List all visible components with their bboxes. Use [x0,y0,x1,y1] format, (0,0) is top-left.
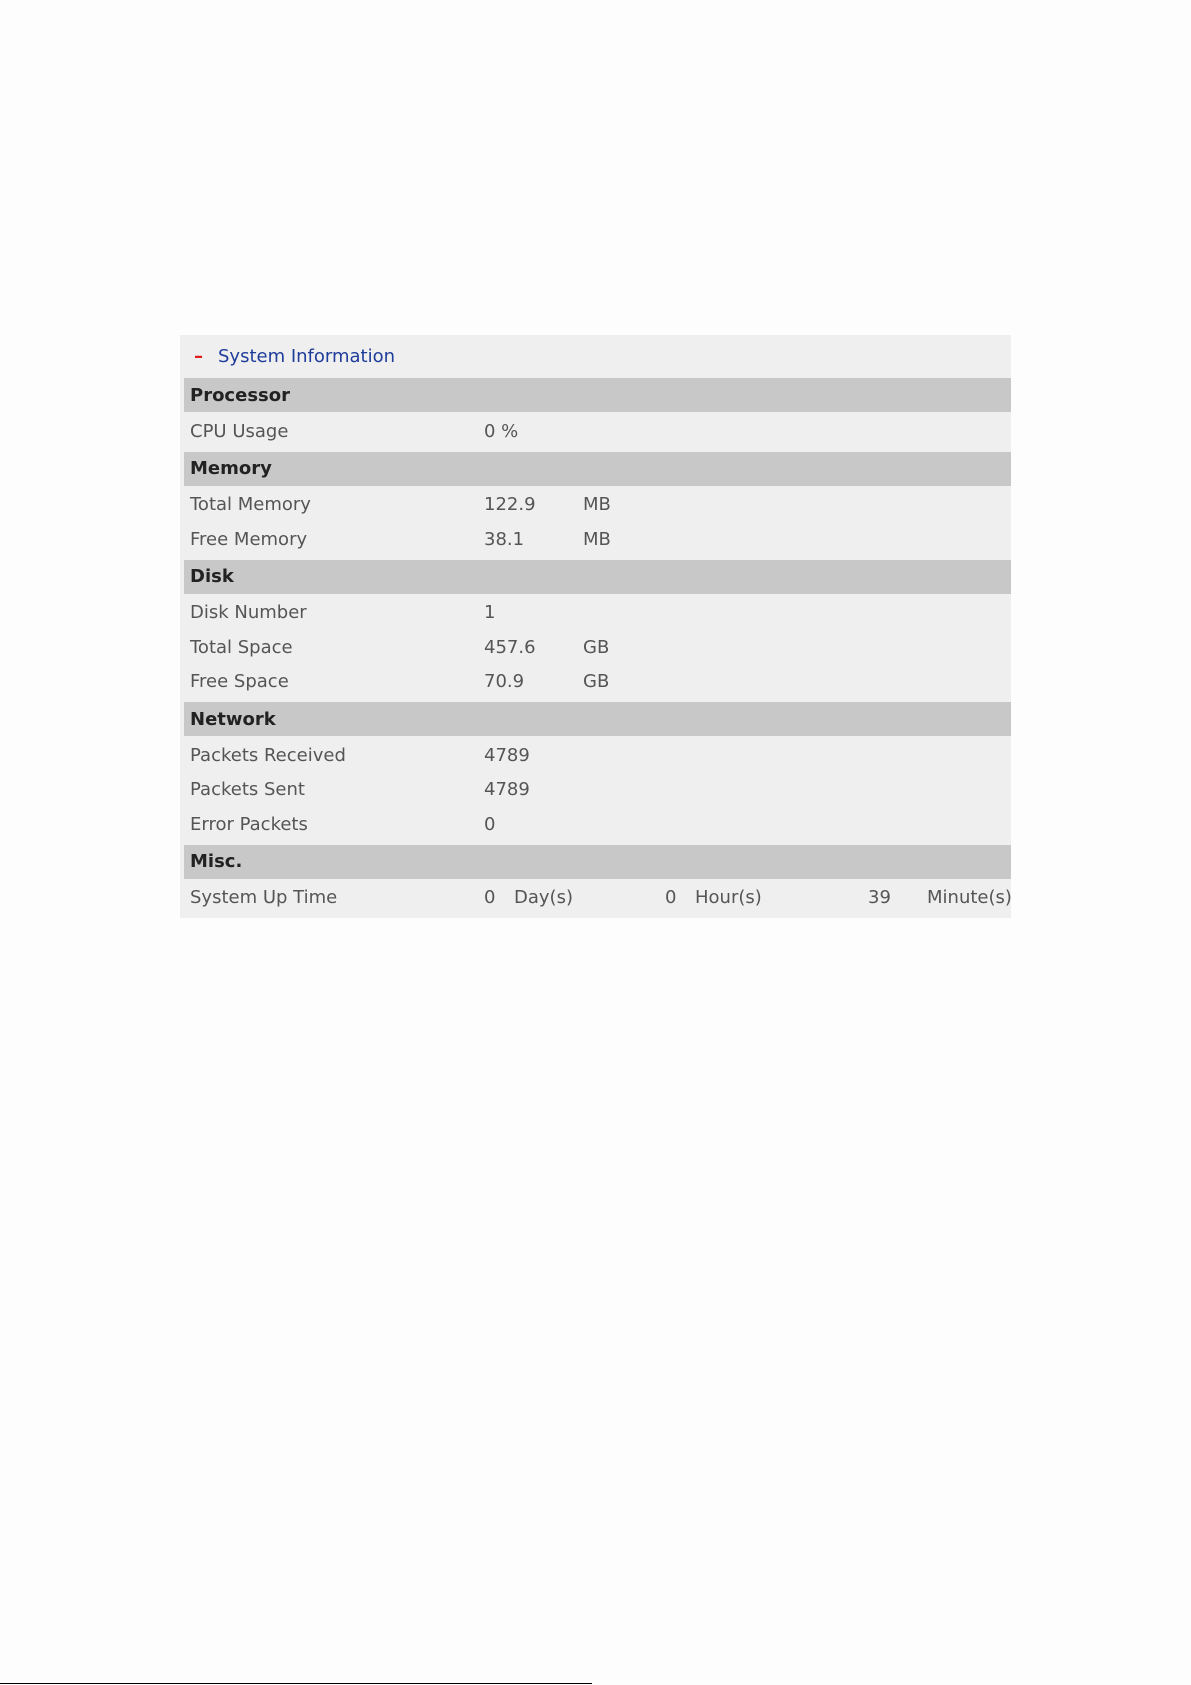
row-free-memory [184,522,1011,557]
total-memory-unit: MB [583,494,611,516]
packets-sent-label: Packets Sent [190,779,305,801]
total-space-value: 457.6 [484,636,536,658]
error-packets-label: Error Packets [190,813,308,835]
free-space-unit: GB [583,671,610,693]
uptime-days-value: 0 [484,887,496,909]
uptime-minutes-value: 39 [868,887,891,909]
row-total-memory [184,488,1011,523]
row-disk-number [184,596,1011,631]
system-information-panel [180,335,1011,918]
packets-received-label: Packets Received [190,744,346,766]
cpu-usage-value: 0 % [484,420,519,442]
free-space-label: Free Space [190,671,289,693]
uptime-hours-value: 0 [665,887,677,909]
section-header-misc: Misc. [184,845,1011,879]
uptime-minutes-unit: Minute(s) [927,887,1012,909]
row-error-packets [184,807,1011,842]
free-space-value: 70.9 [484,671,525,693]
free-memory-unit: MB [583,528,611,550]
free-memory-value: 38.1 [484,528,525,550]
panel-title[interactable]: System Information [218,346,396,367]
total-space-label: Total Space [190,636,293,658]
panel-header[interactable] [180,335,1011,378]
uptime-hours-unit: Hour(s) [695,887,762,909]
panel-body [180,378,1011,915]
row-packets-received [184,738,1011,773]
system-up-time-label: System Up Time [190,887,338,909]
total-memory-label: Total Memory [190,494,311,516]
collapse-icon[interactable]: – [194,345,203,367]
free-memory-label: Free Memory [190,528,308,550]
cpu-usage-label: CPU Usage [190,420,289,442]
section-header-disk: Disk [184,560,1011,594]
uptime-days-unit: Day(s) [514,887,573,909]
packets-received-value: 4789 [484,744,530,766]
total-memory-value: 122.9 [484,494,536,516]
row-total-space [184,630,1011,665]
packets-sent-value: 4789 [484,779,530,801]
error-packets-value: 0 [484,813,496,835]
section-header-processor: Processor [184,378,1011,412]
row-packets-sent [184,773,1011,808]
disk-number-value: 1 [484,602,496,624]
disk-number-label: Disk Number [190,602,307,624]
row-system-up-time [184,881,1011,916]
section-header-memory: Memory [184,452,1011,486]
section-header-network: Network [184,702,1011,736]
total-space-unit: GB [583,636,610,658]
footnote-rule [0,1683,592,1684]
row-cpu-usage [184,414,1011,449]
row-free-space [184,665,1011,700]
